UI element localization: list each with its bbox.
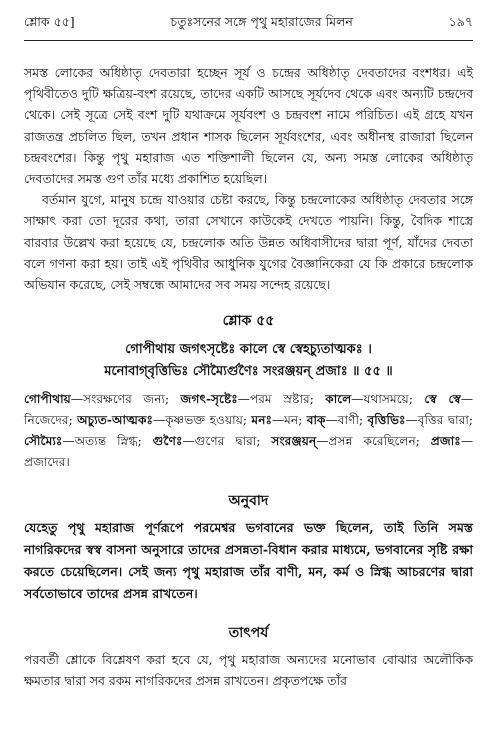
translation-heading: অনুবাদ [228, 493, 269, 510]
page-body [24, 62, 473, 692]
synonym-term: প্রজাঃ [430, 434, 461, 449]
synonym-meaning: যথাসময়ে [363, 392, 409, 407]
header-verse-ref: শ্লোক ৫৫] [24, 14, 75, 29]
running-header [24, 12, 473, 36]
synonym-meaning: মন [284, 413, 299, 428]
synonym-term: বৃত্তিভিঃ [367, 413, 406, 428]
verse-line-2: মনোবাগ্‌বৃত্তিভিঃ সৌম্যৈর্গুণৈঃ সংরঞ্জয়ন্ প্রজাঃ ॥ ৫৫ ॥ [104, 364, 393, 380]
synonym-meaning: পরম স্রষ্টার [249, 392, 310, 407]
header-rule [24, 40, 473, 41]
paragraph-1: সমস্ত লোকের অধিষ্ঠাতৃ দেবতারা হচ্ছেন সূর্য ও চন্দ্রের অধিষ্ঠাতৃ দেবতাদের বংশধর। এই পৃথিবীতেও দুটি ক্ষত্রিয়-বংশ রয়েছে, তাদের একটি আসছে সূর্যদেব থেকে এবং অন্যটি চন্দ্রদেব থেকে। সেই সূত্রে সেই বংশ দুটি যথাক্রমে সূর্যবংশ ও চন্দ্রবংশ নামে পরিচিত। এই গ্রহে যখন রাজতন্ত্র প্রচলিত ছিল, তখন প্রধান শাসক ছিলেন সূর্যবংশের, এবং অধীনস্থ রাজারা ছিলেন চন্দ্রবংশের। কিন্তু পৃথু মহারাজ এত শক্তিশালী ছিলেন যে, অন্য সমস্ত লোকের অধিষ্ঠাতৃ দেবতাদের সমস্ত গুণ তাঁর মধ্যে প্রকাশিত হয়েছিল। [24, 65, 473, 187]
purport-text: পরবর্তী শ্লোকে বিশ্লেষণ করা হবে যে, পৃথু মহারাজ অন্যদের মনোভাব বোঝার অলৌকিক ক্ষমতার দ্বারা সব রকম নাগরিকদের প্রসন্ন রাখতেন। প্রকৃতপক্ষে তাঁর [24, 652, 473, 689]
synonym-meaning: কৃষ্ণভক্ত হওয়ায় [165, 413, 243, 428]
header-chapter-title: চতুঃসনের সঙ্গে পৃথু মহারাজের মিলন [170, 14, 353, 29]
synonym-meaning: গুণের দ্বারা [194, 434, 257, 449]
page-number: ১৯৭ [448, 14, 473, 29]
synonym-meaning: বাণী [337, 413, 359, 428]
synonym-term: মনঃ [251, 413, 272, 428]
verse-line-1: গোপীথায় জগৎসৃষ্টেঃ কালে স্বে স্বেহচ্যুতাত্মকঃ । [125, 342, 372, 358]
synonym-meaning: নিজেদের [24, 413, 69, 428]
synonym-term: গোপীথায় [24, 392, 71, 407]
purport-heading: তাৎপর্য [228, 625, 269, 642]
synonym-term: বাক্ [306, 413, 326, 428]
paragraph-2: বর্তমান যুগে, মানুষ চন্দ্রে যাওয়ার চেষ্টা করছে, কিন্তু চন্দ্রলোকের অধিষ্ঠাতৃ দেবতার সঙ্গে সাক্ষাৎ করা তো দূরের কথা, তারা সেখানে কাউকেই দেখতে পায়নি। কিন্তু, বৈদিক শাস্ত্রে বারবার উল্লেখ করা হয়েছে যে, চন্দ্রলোক অতি উন্নত অধিবাসীদের দ্বারা পূর্ণ, যাঁদের দেবতা বলে গণনা করা হয়। তাই এই পৃথিবীর আধুনিক যুগের বৈজ্ঞানিকেরা যে কি প্রকারে চন্দ্রলোক অভিযান করেছে, সেই সম্বন্ধে আমাদের সব সময় সন্দেহ রয়েছে। [24, 192, 473, 293]
synonym-term: কালে [325, 392, 352, 407]
synonym-term: গুণৈঃ [152, 434, 183, 449]
synonym-meaning: প্রজাদের [24, 455, 66, 470]
synonym-term: স্বে স্বে [424, 392, 461, 407]
synonym-term: সংরঞ্জয়ন্ [271, 434, 317, 449]
synonym-term: জগৎ-সৃষ্টেঃ [180, 392, 238, 407]
word-for-word-synonyms: গোপীথায়—সংরক্ষণের জন্য; জগৎ-সৃষ্টেঃ—পরম স্রষ্টার; কালে—যথাসময়ে; স্বে স্বে—নিজেদের; অচ্যুত-আত্মকঃ—কৃষ্ণভক্ত হওয়ায়; মনঃ—মন; বাক্—বাণী; বৃত্তিভিঃ—বৃত্তির দ্বারা; সৌম্যৈঃ—অত্যন্ত স্নিগ্ধ; গুণৈঃ—গুণের দ্বারা; সংরঞ্জয়ন্—প্রসন্ন করেছিলেন; প্রজাঃ—প্রজাদের। [24, 392, 474, 470]
synonym-meaning: প্রসন্ন করেছিলেন [328, 434, 416, 449]
synonym-term: সৌম্যৈঃ [24, 434, 63, 449]
synonym-meaning: অত্যন্ত স্নিগ্ধ [74, 434, 138, 449]
synonym-meaning: বৃত্তির দ্বারা [417, 413, 469, 428]
synonym-term: অচ্যুত-আত্মকঃ [77, 413, 153, 428]
synonym-meaning: সংরক্ষণের জন্য [83, 392, 166, 407]
sloka-heading: শ্লোক ৫৫ [222, 313, 275, 330]
translation-text: যেহেতু পৃথু মহারাজ পূর্ণরূপে পরমেশ্বর ভগবানের ভক্ত ছিলেন, তাই তিনি সমস্ত নাগরিকদের স্বস্ব বাসনা অনুসারে তাদের প্রসন্নতা-বিধান করার মাধ্যমে, ভগবানের সৃষ্টি রক্ষা করতে চেয়েছিলেন। সেই জন্য পৃথু মহারাজ তাঁর বাণী, মন, কর্ম ও স্নিগ্ধ আচরণের দ্বারা সর্বতোভাবে তাদের প্রসন্ন রাখতেন। [24, 520, 473, 602]
